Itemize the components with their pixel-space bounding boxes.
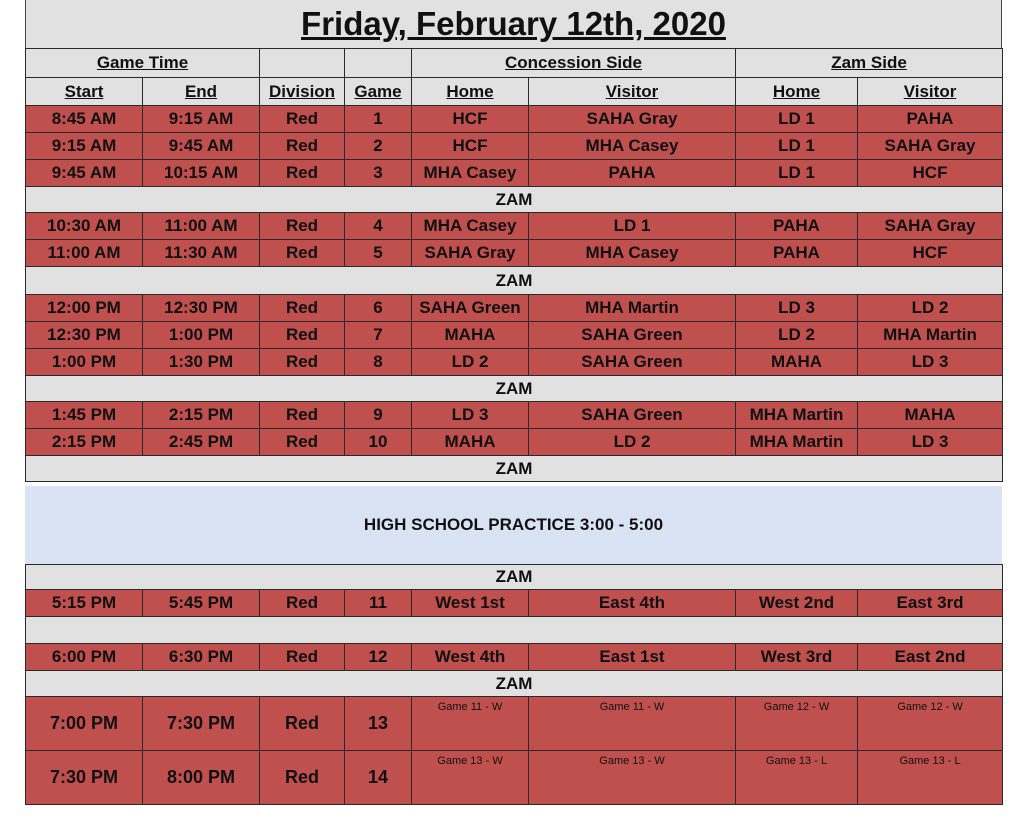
- header-home: Home: [412, 78, 529, 106]
- header-game-time: Game Time: [26, 49, 260, 78]
- cell-zam-home: West 3rd: [736, 644, 858, 671]
- cell-start: 5:15 PM: [26, 590, 143, 617]
- cell-end: 2:45 PM: [143, 429, 260, 456]
- cell-concession-visitor: East 4th: [529, 590, 736, 617]
- header-blank: [345, 49, 412, 78]
- zam-label: ZAM: [26, 267, 1003, 295]
- cell-start: 9:45 AM: [26, 160, 143, 187]
- cell-concession-home: MHA Casey: [412, 213, 529, 240]
- cell-concession-visitor: SAHA Gray: [529, 106, 736, 133]
- cell-end: 2:15 PM: [143, 402, 260, 429]
- cell-concession-visitor: MHA Casey: [529, 240, 736, 267]
- cell-end: 12:30 PM: [143, 295, 260, 322]
- table-row: [26, 349, 1003, 376]
- cell-start: 1:00 PM: [26, 349, 143, 376]
- cell-division: Red: [260, 213, 345, 240]
- cell-concession-visitor: East 1st: [529, 644, 736, 671]
- table-row: [26, 106, 1003, 133]
- zam-row: [26, 267, 1003, 295]
- table-row: [26, 295, 1003, 322]
- cell-zam-home: LD 3: [736, 295, 858, 322]
- table-row: [26, 590, 1003, 617]
- cell-game: 8: [345, 349, 412, 376]
- header-zam-visitor: Visitor: [858, 78, 1003, 106]
- header-zam-home: Home: [736, 78, 858, 106]
- page-title: Friday, February 12th, 2020: [25, 0, 1002, 48]
- cell-start: 2:15 PM: [26, 429, 143, 456]
- zam-label: ZAM: [26, 565, 1003, 590]
- table-row: [26, 240, 1003, 267]
- cell-division: Red: [260, 133, 345, 160]
- cell-zam-visitor: East 2nd: [858, 644, 1003, 671]
- header-visitor: Visitor: [529, 78, 736, 106]
- cell-start: 9:15 AM: [26, 133, 143, 160]
- cell-division: Red: [260, 590, 345, 617]
- cell-concession-home: Game 11 - W: [412, 697, 529, 751]
- practice-banner: HIGH SCHOOL PRACTICE 3:00 - 5:00: [25, 486, 1002, 564]
- cell-zam-visitor: HCF: [858, 160, 1003, 187]
- cell-end: 7:30 PM: [143, 697, 260, 751]
- cell-concession-home: MAHA: [412, 322, 529, 349]
- cell-concession-home: Game 13 - W: [412, 751, 529, 805]
- cell-division: Red: [260, 751, 345, 805]
- cell-end: 5:45 PM: [143, 590, 260, 617]
- cell-concession-home: West 4th: [412, 644, 529, 671]
- table-row: [26, 751, 1003, 805]
- cell-division: Red: [260, 240, 345, 267]
- cell-concession-visitor: Game 11 - W: [529, 697, 736, 751]
- header-row-groups: [26, 49, 1003, 78]
- cell-start: 7:30 PM: [26, 751, 143, 805]
- zam-row: [26, 565, 1003, 590]
- cell-zam-visitor: SAHA Gray: [858, 213, 1003, 240]
- schedule-table-bottom: [25, 564, 1003, 805]
- cell-concession-home: MHA Casey: [412, 160, 529, 187]
- zam-row: [26, 671, 1003, 697]
- cell-zam-visitor: LD 3: [858, 429, 1003, 456]
- cell-zam-home: Game 12 - W: [736, 697, 858, 751]
- cell-end: 8:00 PM: [143, 751, 260, 805]
- cell-zam-home: LD 1: [736, 160, 858, 187]
- cell-start: 8:45 AM: [26, 106, 143, 133]
- cell-zam-visitor: LD 3: [858, 349, 1003, 376]
- cell-division: Red: [260, 322, 345, 349]
- cell-game: 14: [345, 751, 412, 805]
- cell-concession-home: West 1st: [412, 590, 529, 617]
- table-row: [26, 133, 1003, 160]
- cell-concession-home: LD 3: [412, 402, 529, 429]
- zam-row: [26, 187, 1003, 213]
- cell-concession-home: MAHA: [412, 429, 529, 456]
- cell-start: 7:00 PM: [26, 697, 143, 751]
- cell-start: 11:00 AM: [26, 240, 143, 267]
- cell-game: 11: [345, 590, 412, 617]
- cell-division: Red: [260, 429, 345, 456]
- table-row: [26, 213, 1003, 240]
- cell-zam-home: LD 2: [736, 322, 858, 349]
- cell-concession-visitor: SAHA Green: [529, 349, 736, 376]
- cell-zam-visitor: LD 2: [858, 295, 1003, 322]
- cell-division: Red: [260, 349, 345, 376]
- header-division: Division: [260, 78, 345, 106]
- cell-zam-visitor: East 3rd: [858, 590, 1003, 617]
- cell-start: 12:00 PM: [26, 295, 143, 322]
- table-row: [26, 402, 1003, 429]
- table-row: [26, 697, 1003, 751]
- cell-end: 10:15 AM: [143, 160, 260, 187]
- cell-end: 1:00 PM: [143, 322, 260, 349]
- blank-row: [26, 617, 1003, 644]
- cell-game: 10: [345, 429, 412, 456]
- cell-zam-home: PAHA: [736, 240, 858, 267]
- cell-end: 6:30 PM: [143, 644, 260, 671]
- cell-concession-home: HCF: [412, 133, 529, 160]
- cell-game: 1: [345, 106, 412, 133]
- games-block-2: [26, 565, 1003, 805]
- cell-game: 12: [345, 644, 412, 671]
- cell-start: 10:30 AM: [26, 213, 143, 240]
- cell-zam-visitor: MHA Martin: [858, 322, 1003, 349]
- cell-game: 3: [345, 160, 412, 187]
- zam-label: ZAM: [26, 456, 1003, 482]
- cell-concession-home: HCF: [412, 106, 529, 133]
- cell-end: 11:00 AM: [143, 213, 260, 240]
- cell-start: 1:45 PM: [26, 402, 143, 429]
- cell-end: 9:15 AM: [143, 106, 260, 133]
- cell-concession-visitor: Game 13 - W: [529, 751, 736, 805]
- cell-zam-home: MAHA: [736, 349, 858, 376]
- cell-concession-visitor: MHA Casey: [529, 133, 736, 160]
- cell-end: 9:45 AM: [143, 133, 260, 160]
- cell-game: 2: [345, 133, 412, 160]
- cell-game: 7: [345, 322, 412, 349]
- cell-concession-visitor: MHA Martin: [529, 295, 736, 322]
- zam-label: ZAM: [26, 376, 1003, 402]
- cell-concession-home: SAHA Green: [412, 295, 529, 322]
- cell-end: 11:30 AM: [143, 240, 260, 267]
- cell-game: 13: [345, 697, 412, 751]
- zam-row: [26, 376, 1003, 402]
- header-row-columns: [26, 78, 1003, 106]
- cell-zam-visitor: SAHA Gray: [858, 133, 1003, 160]
- cell-zam-home: MHA Martin: [736, 429, 858, 456]
- header-zam-side: Zam Side: [736, 49, 1003, 78]
- cell-concession-visitor: SAHA Green: [529, 402, 736, 429]
- header-concession-side: Concession Side: [412, 49, 736, 78]
- cell-division: Red: [260, 697, 345, 751]
- cell-zam-home: Game 13 - L: [736, 751, 858, 805]
- table-row: [26, 644, 1003, 671]
- cell-end: 1:30 PM: [143, 349, 260, 376]
- cell-zam-visitor: HCF: [858, 240, 1003, 267]
- cell-zam-home: LD 1: [736, 106, 858, 133]
- cell-game: 6: [345, 295, 412, 322]
- cell-zam-visitor: Game 12 - W: [858, 697, 1003, 751]
- cell-zam-home: PAHA: [736, 213, 858, 240]
- header-start: Start: [26, 78, 143, 106]
- schedule-table-top: [25, 48, 1003, 482]
- header-blank: [260, 49, 345, 78]
- cell-start: 6:00 PM: [26, 644, 143, 671]
- table-row: [26, 322, 1003, 349]
- cell-start: 12:30 PM: [26, 322, 143, 349]
- games-block-1: [26, 106, 1003, 482]
- cell-concession-home: LD 2: [412, 349, 529, 376]
- cell-zam-visitor: MAHA: [858, 402, 1003, 429]
- cell-game: 9: [345, 402, 412, 429]
- cell-zam-visitor: PAHA: [858, 106, 1003, 133]
- cell-zam-home: West 2nd: [736, 590, 858, 617]
- cell-concession-visitor: SAHA Green: [529, 322, 736, 349]
- cell-zam-home: LD 1: [736, 133, 858, 160]
- cell-division: Red: [260, 644, 345, 671]
- cell-zam-home: MHA Martin: [736, 402, 858, 429]
- schedule-sheet: [25, 0, 1002, 808]
- cell-division: Red: [260, 160, 345, 187]
- cell-concession-visitor: LD 2: [529, 429, 736, 456]
- cell-zam-visitor: Game 13 - L: [858, 751, 1003, 805]
- cell-concession-visitor: LD 1: [529, 213, 736, 240]
- header-end: End: [143, 78, 260, 106]
- cell-game: 4: [345, 213, 412, 240]
- table-row: [26, 160, 1003, 187]
- zam-row: [26, 456, 1003, 482]
- cell-concession-visitor: PAHA: [529, 160, 736, 187]
- cell-division: Red: [260, 106, 345, 133]
- zam-label: ZAM: [26, 671, 1003, 697]
- cell-game: 5: [345, 240, 412, 267]
- header-game: Game: [345, 78, 412, 106]
- cell-division: Red: [260, 402, 345, 429]
- table-row: [26, 429, 1003, 456]
- blank-cell: [26, 617, 1003, 644]
- zam-label: ZAM: [26, 187, 1003, 213]
- cell-concession-home: SAHA Gray: [412, 240, 529, 267]
- cell-division: Red: [260, 295, 345, 322]
